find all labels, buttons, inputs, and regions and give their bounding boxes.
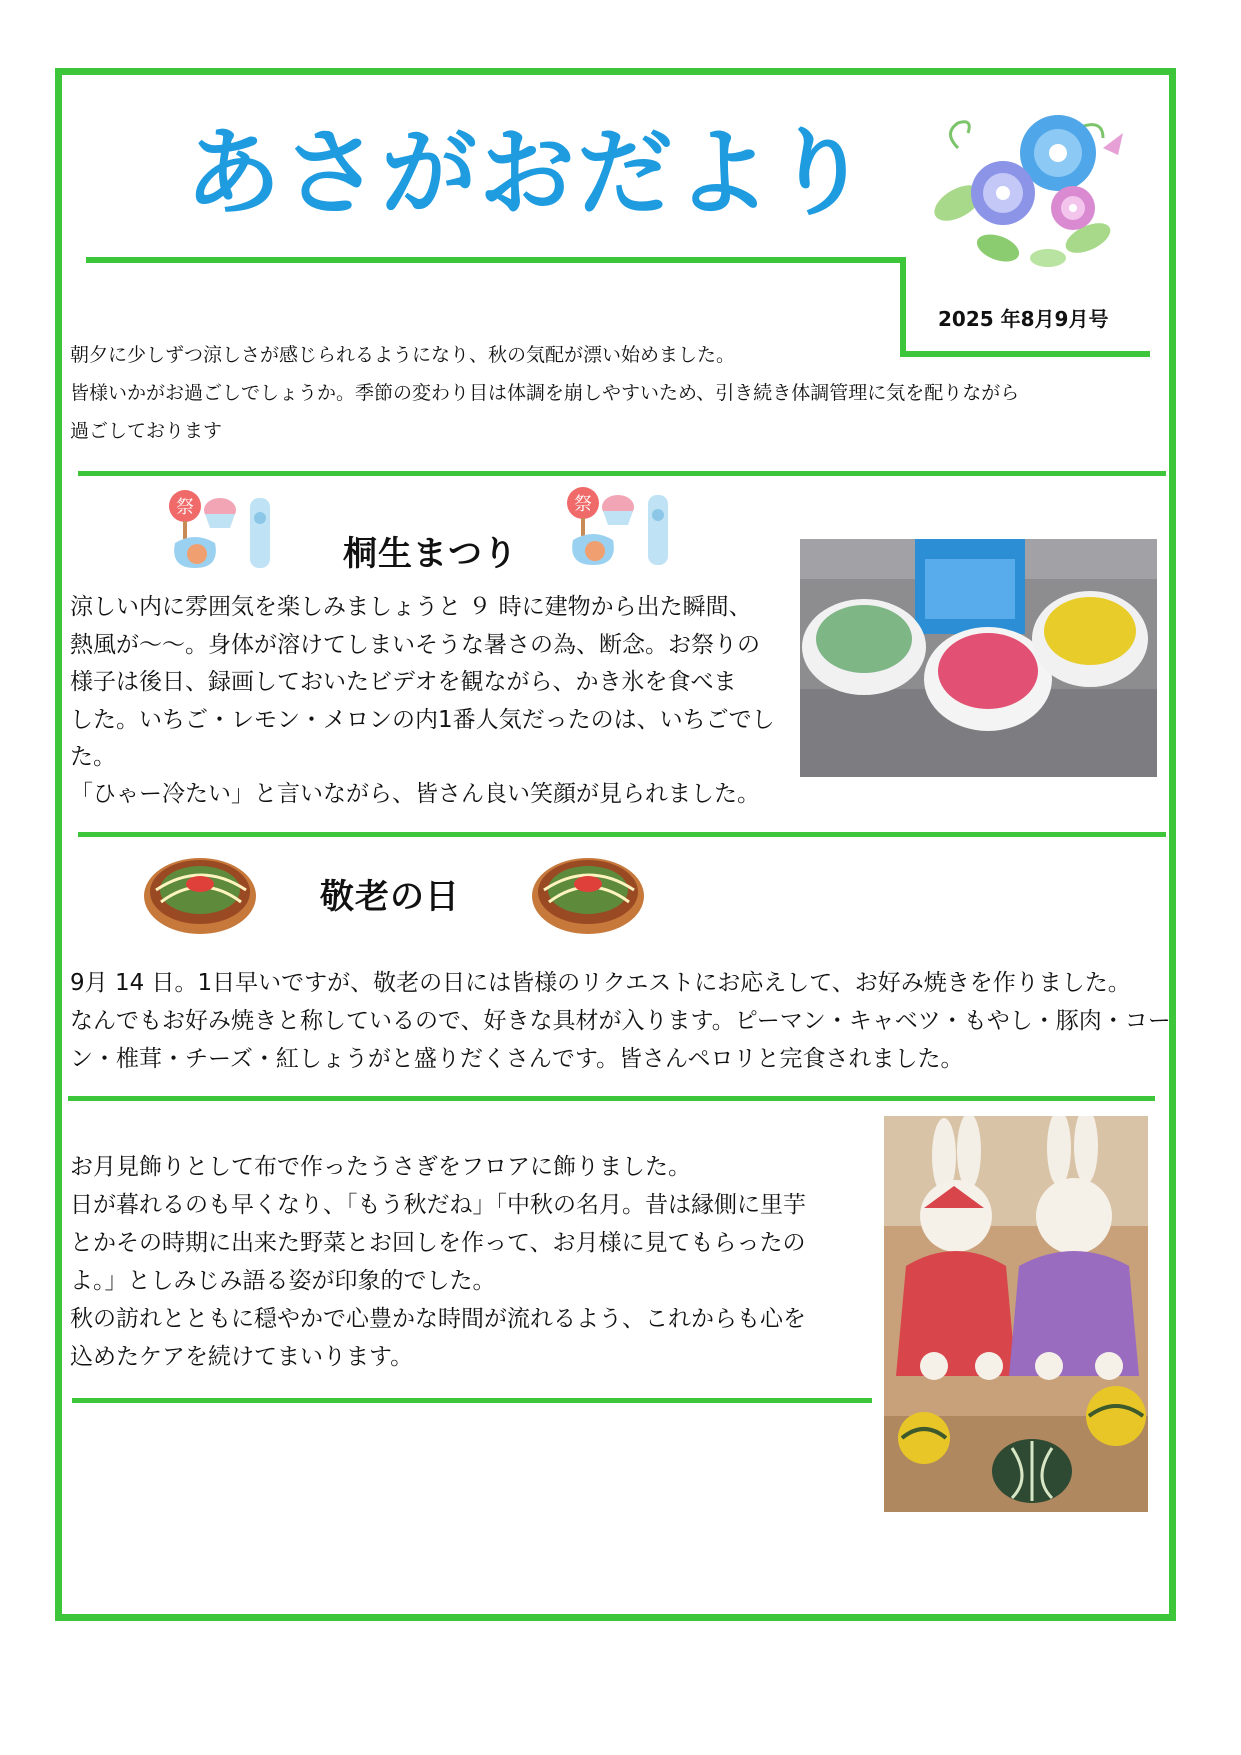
festival-line-2: 熱風が～～。身体が溶けてしまいそうな暑さの為、断念。お祭りの [70,632,760,658]
festival-icon-label: 祭 [176,497,194,518]
moon-line-6: 込めたケアを続けてまいります。 [70,1344,414,1370]
festival-line-3: 様子は後日、録画しておいたビデオを観ながら、かき氷を食べま [70,669,737,695]
section-divider [72,1398,872,1403]
moon-line-4: よ。」としみじみ語る姿が印象的でした。 [70,1268,496,1294]
okonomiyaki-icon-left [141,850,259,936]
moon-line-3: とかその時期に出来た野菜とお回しを作って、お月様に見てもらったの [70,1230,806,1256]
intro-line-3: 過ごしております [70,420,223,442]
okonomiyaki-icon-right [529,850,647,936]
date-underline [900,351,1150,357]
moon-line-2: 日が暮れるのも早くなり、「もう秋だね」「中秋の名月。昔は縁側に里芋 [70,1192,806,1218]
intro-line-2: 皆様いかがお過ごしでしょうか。季節の変わり目は体調を崩しやすいため、引き続き体調管理に気を配りながら [70,382,1020,404]
festival-line-4: した。いちご・レモン・メロンの内1番人気だったのは、いちごでし [70,707,775,733]
shaved-ice-photo [800,539,1157,777]
festival-line-5: た。 [70,744,116,770]
respect-day-line-2: なんでもお好み焼きと称しているので、好きな具材が入ります。ピーマン・キャベツ・もやし・豚肉・コー [70,1008,1171,1034]
festival-heading: 桐生まつり [343,534,518,574]
respect-day-line-1: 9月 14 日。1日早いですが、敬老の日には皆様のリクエストにお応えして、お好み焼きを作りました。 [70,970,1131,996]
festival-icons-left [165,488,285,570]
moon-line-5: 秋の訪れとともに穏やかで心豊かな時間が流れるよう、これからも心を [70,1306,806,1332]
festival-icon-label: 祭 [574,494,592,515]
morning-glory-illustration [928,108,1138,268]
intro-line-1: 朝夕に少しずつ涼しさが感じられるようになり、秋の気配が漂い始めました。 [70,344,736,366]
moon-line-1: お月見飾りとして布で作ったうさぎをフロアに飾りました。 [70,1154,691,1180]
title-underline-step [900,257,906,357]
festival-icons-right [563,485,683,570]
festival-line-6: 「ひゃー冷たい」と言いながら、皆さん良い笑顔が見られました。 [70,781,760,807]
newsletter-title: あさがおだより [185,117,871,229]
issue-date: 2025 年8月9月号 [938,307,1109,331]
respect-day-line-3: ン・椎茸・チーズ・紅しょうがと盛りだくさんです。皆さんペロリと完食されました。 [70,1046,964,1072]
festival-line-1: 涼しい内に雰囲気を楽しみましょうと ９ 時に建物から出た瞬間、 [70,594,752,620]
moon-rabbits-photo [884,1116,1148,1512]
section-divider [68,1096,1155,1101]
section-divider [78,471,1166,476]
respect-day-heading: 敬老の日 [320,877,460,917]
section-divider [78,832,1166,837]
title-underline [86,257,906,263]
